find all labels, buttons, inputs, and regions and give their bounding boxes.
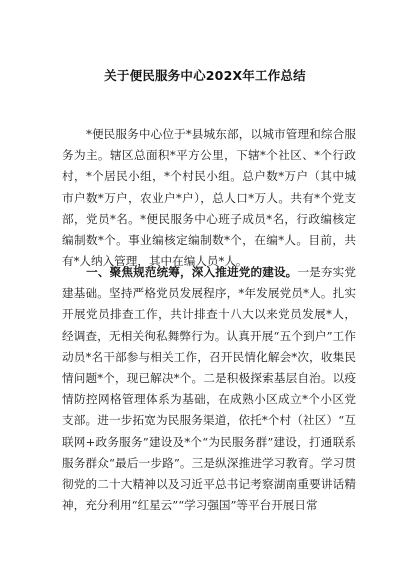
section-1-text: 一是夯实党建基础。坚持严格党员发展程序，*年发展党员*人。扎实开展党员排查工作，共计排查十八大以来党员发展*人，经调查，无相关徇私舞弊行为。认真开展“五个到户”工作动员*名干部参与相关工作，召开民情化解会*次，收集民情问题*个，现已解决*个。二是积极探索基层自治。以疫情防控网格管理体系为基础，在成熟小区成立*个小区党支部。进一步拓宽为民服务渠道，依托*个村（社区）“互联网+政务服务”建设及*个“为民服务群”建设，打通联系服务群众“最后一步路”。三是纵深推进学习教育。学习贯彻党的二十大精神以及习近平总书记考察湖南重要讲话精神，充分利用“红星云”“学习强国”等平台开展日常 — [62, 265, 356, 513]
document-title: 关于便民服务中心202X年工作总结 — [104, 68, 306, 83]
section-1-paragraph — [62, 262, 356, 516]
intro-paragraph — [62, 124, 356, 272]
section-1-heading: 一、聚焦规范统筹，深入推进党的建设。 — [86, 265, 298, 279]
intro-paragraph-text: *便民服务中心位于*县城东部，以城市管理和综合服务为主。辖区总面积*平方公里，下辖*个社区、*个行政村，*个居民小组，*个村民小组。总户数*万户（其中城市户数*万户，农业户*户），总人口*万人。共有*个党支部，党员*名。*便民服务中心班子成员*名，行政编核定编制数*个。事业编核定编制数*个，在编*人。目前，共有*人纳入管理，其中在编人员*人。 — [62, 127, 356, 269]
